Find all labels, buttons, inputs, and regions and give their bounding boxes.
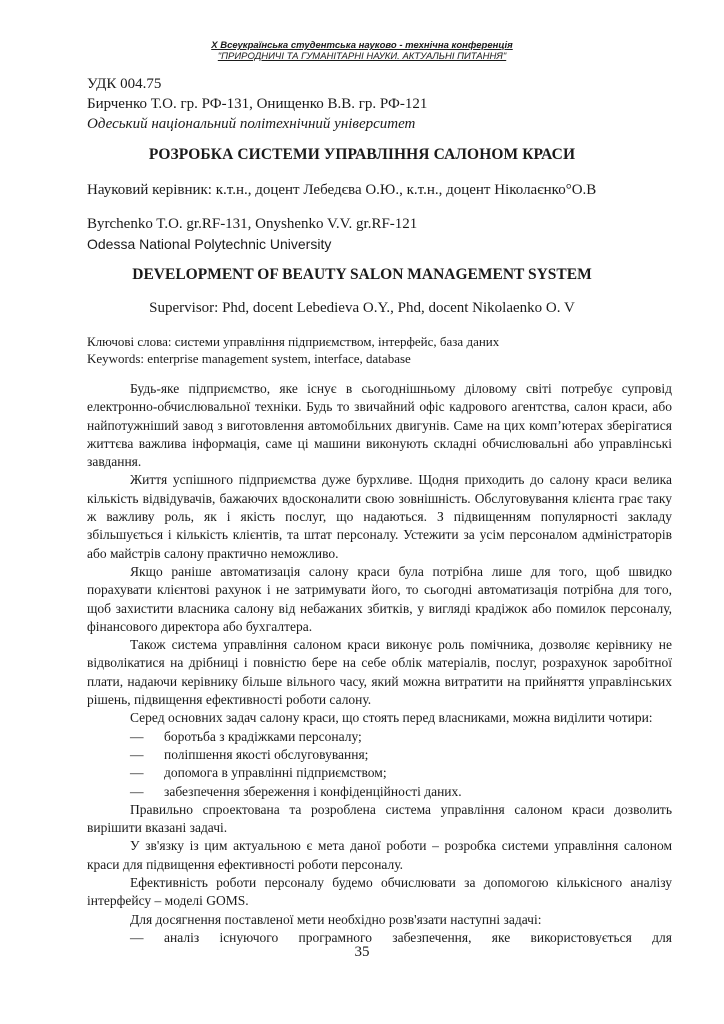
author-block-en [87,214,672,254]
paragraph: Будь-яке підприємство, яке існує в сьогоднішньому діловому світі потребує супровід електронно-обчислювальної техніки. Будь то звичайний офіс кадрового агентства, салон краси, або найпотужніший завод з виготовлення автомобільних двигунів. Саме на цих комп’ютерах зберігатися життєва важлива інформація, саме ці машини виконують складні обчислювальні або управлінські завдання. [87,381,672,470]
list-item [87,746,672,764]
paragraph: Серед основних задач салону краси, що стоять перед власниками, можна виділити чотири: [130,710,653,726]
list-item-text: боротьба з крадіжками персоналу; [164,728,362,744]
page-number: 35 [354,944,370,960]
list-item-text: аналіз існуючого програмного забезпечення, яке використовується для [164,929,672,945]
keywords-block [87,333,672,367]
list-dash: — [130,765,144,781]
paragraph: Ефективність роботи персоналу будемо обчислювати за допомогою кількісного аналізу інтерфейсу – моделі GOMS. [87,875,672,909]
paragraph: Якщо раніше автоматизація салону краси була потрібна лише для того, щоб швидко порахувати клієнтові рахунок і не затримувати його, то сьогодні автоматизація потрібна для того, щоб захистити власника салону від небажаних збитків, у вигляді крадіжок або помилок персоналу, фінансового директора або бухгалтера. [87,563,672,634]
university-uk: Одеський національний політехнічний університет [87,116,416,132]
list-dash: — [130,746,144,762]
paragraph: Життя успішного підприємства дуже бурхливе. Щодня приходить до салону краси велика кількість відвідувачів, бажаючих вдосконалити свою зовнішність. Обслуговування клієнта грає таку ж важливу роль, як і якість послуг, що надаються. З підвищенням популярності закладу збільшується і кількість клієнтів, та штат персоналу. Устежити за усім персоналом адміністраторів або майстрів салону практично неможливо. [87,472,672,561]
authors-uk: Бирченко Т.О. гр. РФ-131, Онищенко В.В. гр. РФ-121 [87,96,428,112]
list-item [87,728,672,746]
keywords-en: Keywords: enterprise management system, interface, database [87,351,411,366]
conference-title: X Всеукраїнська студентська науково - технічна конференція [211,40,513,51]
paragraph: Також система управління салоном краси виконує роль помічника, дозволяє керівнику не відволікатися на дрібниці і повністю бере на себе облік матеріалів, послуг, розрахунок заробітної плати, надаючи керівнику більше вільного часу, який можна витратити на прийняття управлінських рішень, підвищення ефективності роботи салону. [87,637,672,708]
list-dash: — [130,783,144,799]
paper-title-uk: РОЗРОБКА СИСТЕМИ УПРАВЛІННЯ САЛОНОМ КРАСИ [148,146,576,163]
udk-code: УДК 004.75 [87,76,162,92]
list-item-text: допомога в управлінні підприємством; [164,765,387,781]
conference-subtitle: "ПРИРОДНИЧІ ТА ГУМАНІТАРНІ НАУКИ. АКТУАЛЬНІ ПИТАННЯ" [217,51,507,62]
author-block-uk [87,74,672,134]
university-en: Odessa National Polytechnic University [87,236,332,252]
paragraph: Правильно спроектована та розроблена система управління салоном краси дозволить вирішити вказані задачі. [87,801,672,836]
paragraph: Для досягнення поставленої мети необхідно розв'язати наступні задачі: [130,911,542,927]
list-item-text: поліпшення якості обслуговування; [164,746,369,762]
supervisor-uk: Науковий керівник: к.т.н., доцент Лебедєва О.Ю., к.т.н., доцент Ніколаєнко°О.В [87,182,597,198]
list-item-text: забезпечення збереження і конфіденційності даних. [164,783,462,799]
supervisor-en: Supervisor: Phd, docent Lebedieva O.Y., Phd, docent Nikolaenko O. V [149,300,575,316]
keywords-uk: Ключові слова: системи управління підприємством, інтерфейс, база даних [87,334,500,349]
list-dash: — [130,929,144,945]
paragraph: У зв'язку із цим актуальною є мета даної роботи – розробка системи управління салоном краси для підвищення ефективності роботи персоналу. [87,838,672,872]
list-dash: — [130,728,144,744]
paper-title-en: DEVELOPMENT OF BEAUTY SALON MANAGEMENT SYSTEM [132,266,592,283]
body-text [87,380,672,947]
conference-header [0,40,724,62]
list-item [87,764,672,782]
list-item [87,783,672,801]
authors-en: Byrchenko T.O. gr.RF-131, Onyshenko V.V. gr.RF-121 [87,216,418,232]
